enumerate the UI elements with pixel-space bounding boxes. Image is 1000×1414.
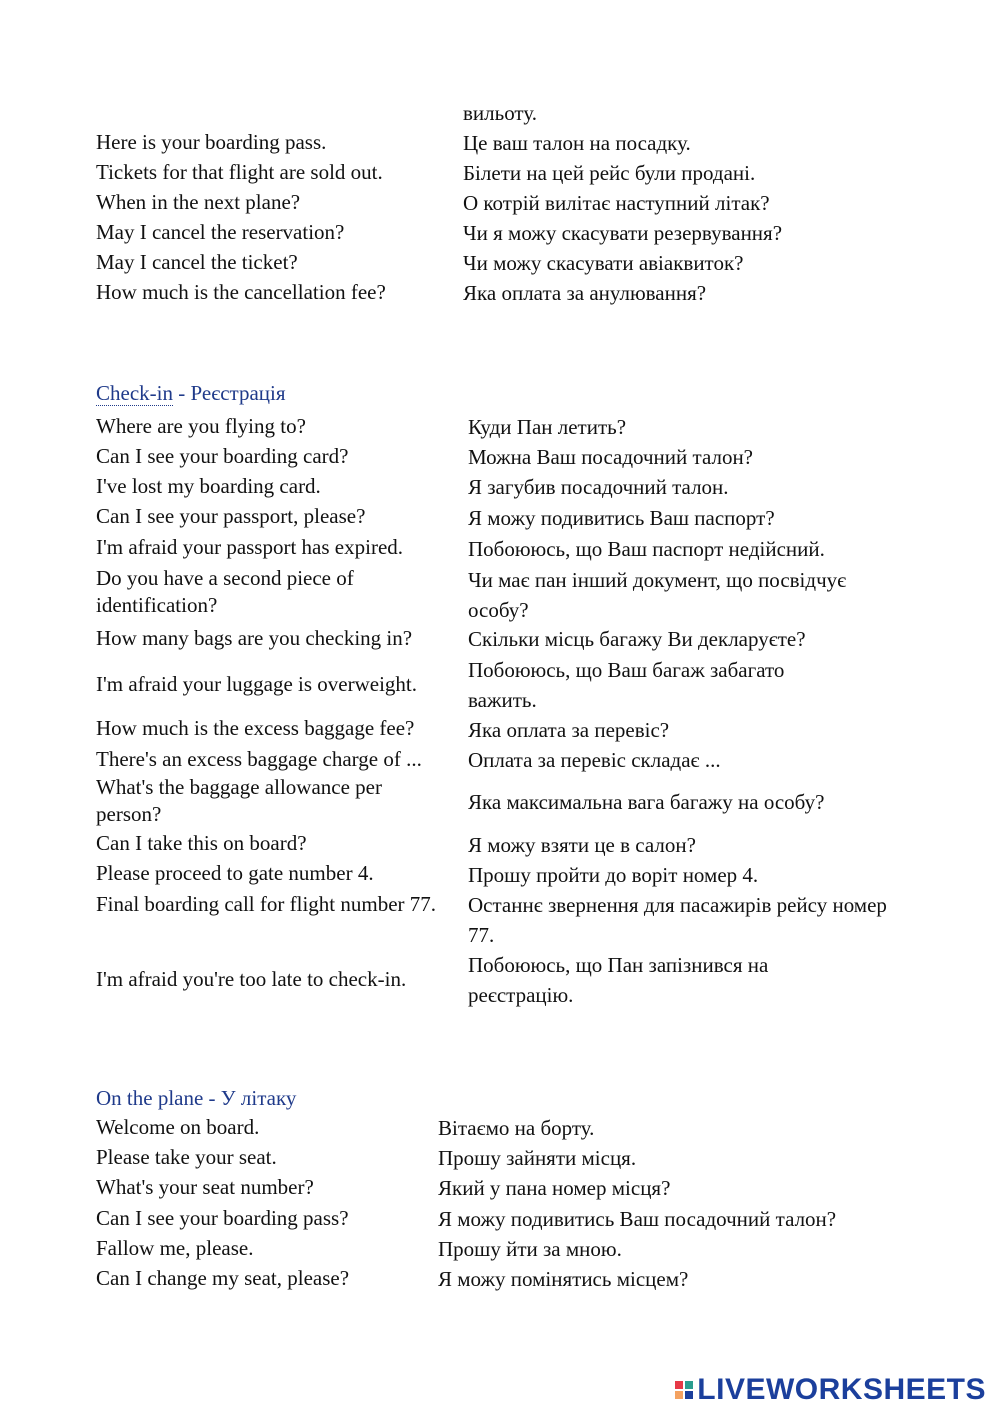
- phrase-en: How much is the excess baggage fee?: [96, 716, 415, 740]
- phrase-uk: Останнє звернення для пасажирів рейсу номер 77.: [468, 893, 887, 947]
- phrase-uk: Прошу пройти до воріт номер 4.: [468, 863, 759, 887]
- phrase-uk: Прошу зайняти місця.: [438, 1146, 637, 1170]
- logo-square: [685, 1391, 693, 1399]
- phrase-en: Please take your seat.: [96, 1145, 277, 1169]
- phrase-uk: Скільки місць багажу Ви декларуєте?: [468, 627, 806, 651]
- phrase-en: Can I see your boarding card?: [96, 444, 349, 468]
- phrase-uk: Можна Ваш посадочний талон?: [468, 445, 753, 469]
- heading-term: Check-in: [96, 381, 173, 405]
- phrase-en: May I cancel the reservation?: [96, 220, 345, 244]
- phrase-uk: Я можу подивитись Ваш посадочний талон?: [438, 1207, 837, 1231]
- phrase-uk: Я можу взяти це в салон?: [468, 833, 696, 857]
- phrase-en: Can I see your boarding pass?: [96, 1206, 349, 1230]
- phrase-uk: Чи має пан інший документ, що посвідчує особу?: [468, 568, 847, 622]
- phrase-en: Please proceed to gate number 4.: [96, 861, 374, 885]
- phrase-uk: Побоююсь, що Ваш паспорт недійсний.: [468, 537, 825, 561]
- phrase-en: When in the next plane?: [96, 190, 301, 214]
- phrase-en: Can I see your passport, please?: [96, 504, 366, 528]
- phrase-en: May I cancel the ticket?: [96, 250, 298, 274]
- phrase-en: I'm afraid you're too late to check-in.: [96, 967, 407, 991]
- phrase-en: Tickets for that flight are sold out.: [96, 160, 383, 184]
- phrase-en: How many bags are you checking in?: [96, 626, 413, 650]
- phrase-en: What's the baggage allowance per person?: [96, 775, 382, 826]
- phrase-uk: Побоююсь, що Ваш багаж забагато важить.: [468, 658, 785, 712]
- phrase-en: What's your seat number?: [96, 1175, 314, 1199]
- phrase-en: How much is the cancellation fee?: [96, 280, 386, 304]
- phrase-en: There's an excess baggage charge of ...: [96, 747, 422, 771]
- phrase-uk: Яка оплата за перевіс?: [468, 718, 670, 742]
- phrase-en: Welcome on board.: [96, 1115, 260, 1139]
- phrase-en: Do you have a second piece of identification?: [96, 566, 354, 617]
- phrase-uk: Куди Пан летить?: [468, 415, 627, 439]
- section-heading-check-in: [96, 378, 286, 408]
- phrase-uk: Побоююсь, що Пан запізнився на реєстрацію.: [468, 953, 769, 1007]
- phrase-en: I've lost my boarding card.: [96, 474, 321, 498]
- phrase-uk: О котрій вилітає наступний літак?: [463, 191, 770, 215]
- phrase-en: Final boarding call for flight number 77.: [96, 892, 437, 916]
- phrase-en: Where are you flying to?: [96, 414, 306, 438]
- phrase-uk: Чи я можу скасувати резервування?: [463, 221, 783, 245]
- logo-text: LIVEWORKSHEETS: [697, 1373, 986, 1406]
- logo-square: [675, 1391, 683, 1399]
- phrase-uk: Прошу йти за мною.: [438, 1237, 622, 1261]
- phrase-en: Here is your boarding pass.: [96, 130, 327, 154]
- phrase-en: Fallow me, please.: [96, 1236, 254, 1260]
- liveworksheets-logo[interactable]: [675, 1372, 986, 1408]
- logo-square: [675, 1381, 683, 1389]
- phrase-uk: Вітаємо на борту.: [438, 1116, 595, 1140]
- phrase-uk: Яка оплата за анулювання?: [463, 281, 707, 305]
- phrase-en: I'm afraid your luggage is overweight.: [96, 672, 418, 696]
- phrase-uk: Я загубив посадочний талон.: [468, 475, 729, 499]
- phrase-uk: Білети на цей рейс були продані.: [463, 161, 756, 185]
- heading-translation: - Реєстрація: [172, 381, 286, 405]
- section-heading-on-the-plane: On the plane - У літаку: [96, 1086, 297, 1110]
- logo-mark-icon: [675, 1381, 693, 1399]
- phrase-uk: Чи можу скасувати авіаквиток?: [463, 251, 744, 275]
- phrase-en: I'm afraid your passport has expired.: [96, 535, 404, 559]
- phrase-en: Can I change my seat, please?: [96, 1266, 350, 1290]
- carryover-text: вильоту.: [463, 101, 537, 125]
- phrase-uk: Я можу подивитись Ваш паспорт?: [468, 506, 775, 530]
- logo-square: [685, 1381, 693, 1389]
- phrase-en: Can I take this on board?: [96, 831, 307, 855]
- phrase-uk: Який у пана номер місця?: [438, 1176, 671, 1200]
- phrase-uk: Оплата за перевіс складає ...: [468, 748, 721, 772]
- phrase-uk: Я можу помінятись місцем?: [438, 1267, 689, 1291]
- phrase-uk: Яка максимальна вага багажу на особу?: [468, 790, 825, 814]
- phrase-uk: Це ваш талон на посадку.: [463, 131, 691, 155]
